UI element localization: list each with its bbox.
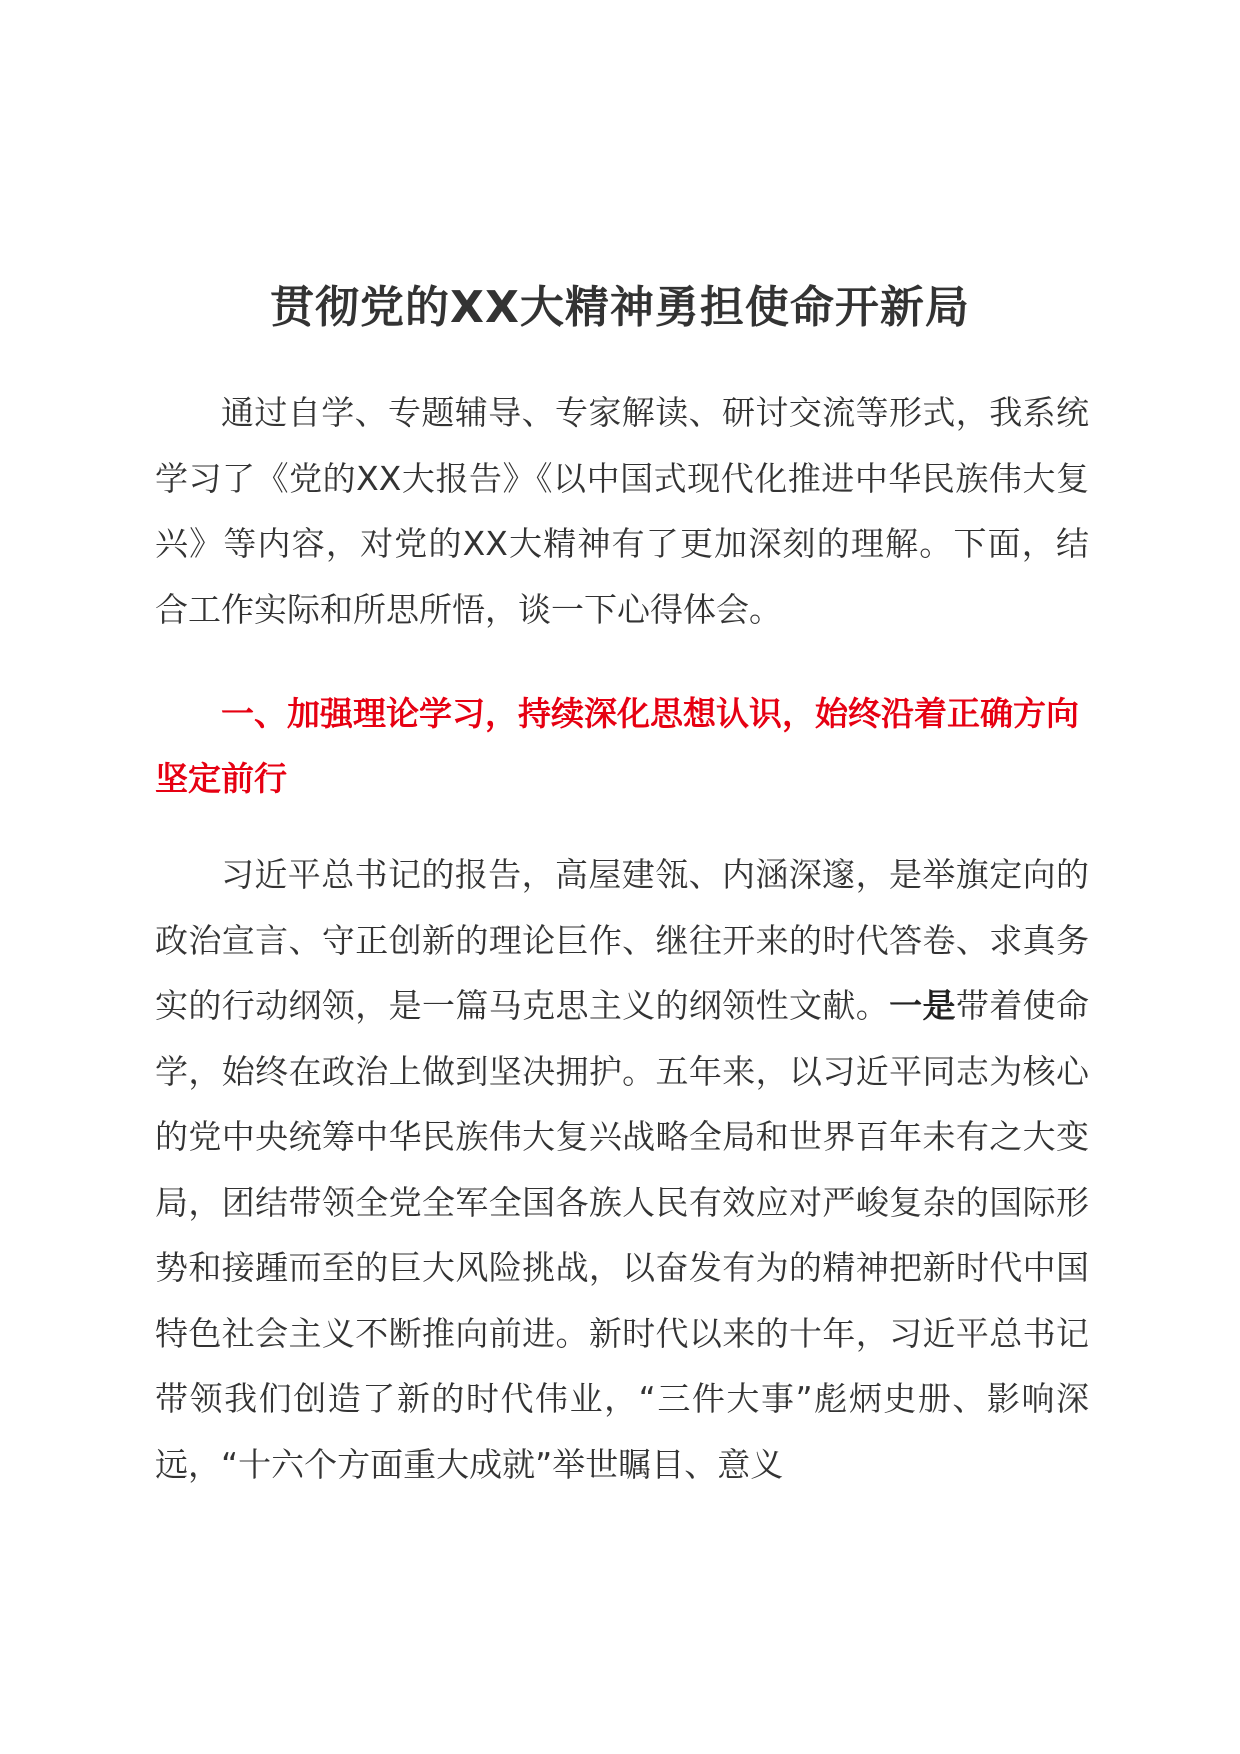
document-title: 贯彻党的XX大精神勇担使命开新局: [270, 282, 970, 333]
intro-paragraph: 通过自学、专题辅导、专家解读、研讨交流等形式，我系统学习了《党的XX大报告》《以中国式现代化推进中华民族伟大复兴》等内容，对党的XX大精神有了更加深刻的理解。下面，结合工作实际和所思所悟，谈一下心得体会。: [155, 393, 1089, 629]
bold-marker: 一是: [889, 986, 956, 1025]
section-heading: 一、加强理论学习，持续深化思想认识，始终沿着正确方向坚定前行: [155, 694, 1079, 798]
body-paragraph-text-2: 带着使命学，始终在政治上做到坚决拥护。五年来，以习近平同志为核心的党中央统筹中华民族伟大复兴战略全局和世界百年未有之大变局，团结带领全党全军全国各族人民有效应对严峻复杂的国际形势和接踵而至的巨大风险挑战，以奋发有为的精神把新时代中国特色社会主义不断推向前进。新时代以来的十年，习近平总书记带领我们创造了新的时代伟业，“三件大事”彪炳史册、影响深远，“十六个方面重大成就”举世瞩目、意义: [155, 986, 1090, 1484]
body-paragraph-text-1: 习近平总书记的报告，高屋建瓴、内涵深邃，是举旗定向的政治宣言、守正创新的理论巨作、继往开来的时代答卷、求真务实的行动纲领，是一篇马克思主义的纲领性文献。: [155, 855, 1089, 1025]
body-paragraph: [155, 842, 1089, 1497]
